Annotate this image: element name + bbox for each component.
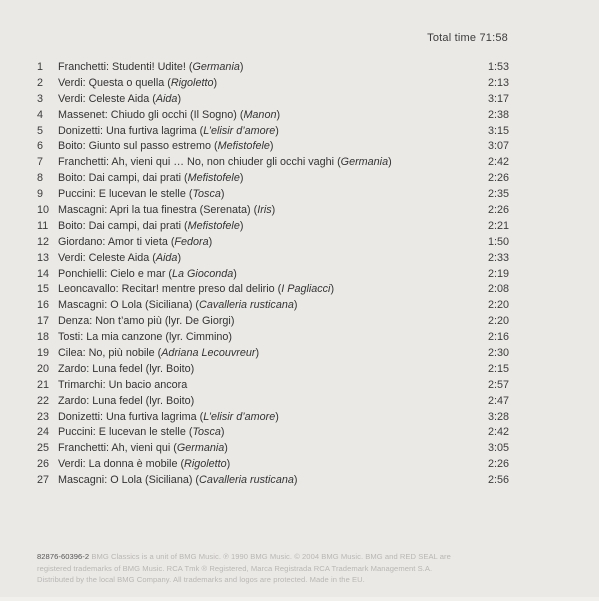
track-duration: 2:20 [487,315,509,328]
track-title [58,251,181,267]
track-title-text: Mascagni: O Lola (Siciliana) ( [58,299,200,312]
track-duration: 2:42 [487,156,509,169]
track-duration: 2:56 [487,474,509,487]
track-row [37,346,509,362]
track-title-text: Mascagni: O Lola (Siciliana) ( [58,474,200,487]
track-opera: L’elisir d’amore [203,124,276,137]
track-number: 19 [37,347,50,360]
track-number: 14 [37,267,50,280]
track-title-text: Leoncavallo: Recitar! mentre preso dal delirio ( [58,283,282,296]
track-row [37,330,509,346]
track-title-text: Franchetti: Studenti! Udite! ( [58,61,193,73]
track-list [37,60,509,489]
track-opera: Mefistofele [187,172,240,185]
track-title [58,155,392,171]
track-title-close: ) [293,474,298,487]
track-opera: L’elisir d’amore [203,410,276,423]
track-title [58,92,181,108]
track-title-text: Boito: Dai campi, dai prati ( [58,219,188,232]
track-row [37,410,509,426]
track-title [58,298,297,314]
track-title-close: ) [293,299,298,312]
track-opera: Iris [257,204,272,217]
track-duration: 2:33 [487,251,509,264]
track-opera: Tosca [192,188,221,201]
track-title-text: Denza: Non t’amo più (lyr. De Giorgi) [58,315,235,328]
page-edge [0,597,599,601]
track-opera: Germania [176,442,225,455]
footer-line-3: Distributed by the local BMG Company. All trademarks and logos are protected. Made in the EU. [37,575,365,585]
track-title-text: Puccini: E lucevan le stelle ( [58,426,193,439]
track-title-close: ) [275,124,279,137]
track-title-close: ) [224,442,228,455]
track-title-text: Franchetti: Ah, vieni qui ( [58,442,177,455]
track-title-close: ) [269,140,274,153]
track-row [37,282,509,298]
track-number: 3 [37,92,44,105]
track-duration: 2:08 [487,283,509,296]
track-row [37,394,509,410]
track-row [37,235,509,251]
track-number: 25 [37,442,50,455]
track-opera: I Pagliacci [281,283,331,296]
track-number: 27 [37,474,50,487]
track-title-close: ) [388,156,392,169]
track-title-text: Ponchielli: Cielo e mar ( [58,267,173,280]
track-duration: 2:19 [487,267,509,280]
track-title-close: ) [239,61,244,73]
track-title-text: Verdi: Celeste Aida ( [58,92,156,105]
track-title-close: ) [275,410,279,423]
track-duration: 2:26 [487,204,509,217]
track-number: 17 [37,315,50,328]
track-row [37,92,509,108]
track-number: 13 [37,251,50,264]
track-number: 1 [37,61,44,73]
track-title-close: ) [220,426,225,439]
track-duration: 1:53 [487,61,509,73]
track-title-text: Zardo: Luna fedel (lyr. Boito) [58,362,195,375]
track-duration: 2:21 [487,219,509,232]
track-title-close: ) [208,235,213,248]
track-number: 4 [37,108,44,121]
track-title [58,457,230,473]
track-title-text: Massenet: Chiudo gli occhi (Il Sogno) ( [58,108,244,121]
track-number: 18 [37,331,50,344]
footer-line-1 [37,551,567,563]
track-title-close: ) [177,92,182,105]
track-row [37,155,509,171]
track-number: 5 [37,124,44,137]
track-number: 11 [37,219,49,232]
track-number: 20 [37,362,50,375]
track-title [58,425,224,441]
track-duration: 2:15 [487,362,509,375]
track-title [58,203,275,219]
track-row [37,298,509,314]
track-title-close: ) [271,204,276,217]
track-opera: Fedora [174,235,209,248]
track-number: 7 [37,156,44,169]
track-title-close: ) [330,283,335,296]
track-duration: 3:17 [487,92,509,105]
track-title-text: Tosti: La mia canzone (lyr. Cimmino) [58,331,233,344]
track-row [37,362,509,378]
track-opera: La Gioconda [172,267,234,280]
track-row [37,60,509,76]
track-duration: 2:16 [487,331,509,344]
track-title-text: Giordano: Amor ti vieta ( [58,235,175,248]
track-title-text: Zardo: Luna fedel (lyr. Boito) [58,394,195,407]
track-number: 16 [37,299,50,312]
track-title [58,346,259,362]
legal-footer [37,551,567,586]
track-title [58,124,279,140]
track-title-text: Verdi: Questa o quella ( [58,76,171,89]
track-duration: 2:26 [487,458,509,471]
track-opera: Mefistofele [187,219,240,232]
track-opera: Cavalleria rusticana [199,474,294,487]
track-title-text: Cilea: No, più nobile ( [58,347,162,360]
track-opera: Rigoletto [184,458,227,471]
track-duration: 3:05 [487,442,509,455]
track-duration: 2:30 [487,347,509,360]
track-row [37,441,509,457]
track-title-text: Franchetti: Ah, vieni qui … No, non chiuder gli occhi vaghi ( [58,156,341,169]
track-opera: Aida [155,92,178,105]
track-number: 21 [37,378,50,391]
track-title [58,187,224,203]
track-title-text: Boito: Giunto sul passo estremo ( [58,140,218,153]
track-duration: 3:28 [487,410,509,423]
track-number: 15 [37,283,50,296]
track-title-close: ) [177,251,182,264]
track-duration: 2:20 [487,299,509,312]
track-opera: Adriana Lecouvreur [161,347,256,360]
track-title-text: Mascagni: Apri la tua finestra (Serenata) ( [58,204,258,217]
track-opera: Germania [340,156,389,169]
track-row [37,171,509,187]
track-title-close: ) [239,219,244,232]
track-opera: Aida [155,251,178,264]
track-number: 6 [37,140,44,153]
track-duration: 2:38 [487,108,509,121]
track-title [58,473,297,489]
track-title [58,76,217,92]
track-duration: 1:50 [487,235,509,248]
track-title-text: Trimarchi: Un bacio ancora [58,378,188,391]
track-title [58,235,212,251]
track-title [58,410,279,426]
footer-text-1: BMG Classics is a unit of BMG Music. ℗ 1990 BMG Music. © 2004 BMG Music. BMG and RED SEAL are [91,552,451,561]
track-opera: Mefistofele [217,140,270,153]
track-row [37,219,509,235]
track-row [37,139,509,155]
track-title-text: Donizetti: Una furtiva lagrima ( [58,410,204,423]
track-title-close: ) [239,172,244,185]
track-opera: Rigoletto [170,76,214,89]
track-title-text: Donizetti: Una furtiva lagrima ( [58,124,204,137]
track-title [58,171,243,187]
track-row [37,251,509,267]
track-row [37,378,509,394]
track-row [37,108,509,124]
track-row [37,124,509,140]
track-title [58,394,194,410]
track-duration: 3:15 [487,124,509,137]
track-title-close: ) [233,267,237,280]
track-title [58,314,234,330]
footer-line-2: registered trademarks of BMG Music. RCA Tmk ® Registered, Marca Registrada RCA Trademark Management S.A. [37,563,433,573]
track-row [37,267,509,283]
track-title-close: ) [213,76,218,89]
track-duration: 2:26 [487,172,509,185]
track-duration: 2:47 [487,394,509,407]
track-row [37,473,509,489]
track-opera: Manon [243,108,277,121]
track-title [58,60,243,76]
track-number: 22 [37,394,50,407]
track-duration: 3:07 [487,140,509,153]
track-title [58,378,187,394]
track-title [58,441,228,457]
track-duration: 2:57 [487,378,509,391]
track-title [58,139,273,155]
total-time: Total time 71:58 [427,32,508,44]
track-row [37,187,509,203]
track-number: 10 [37,204,50,217]
track-duration: 2:35 [487,188,509,201]
track-row [37,425,509,441]
track-title [58,108,280,124]
track-row [37,314,509,330]
catalog-number: 82876-60396-2 [37,552,90,561]
track-opera: Germania [192,61,240,73]
track-number: 9 [37,188,44,201]
track-number: 8 [37,172,44,185]
track-title [58,282,334,298]
track-title-text: Boito: Dai campi, dai prati ( [58,172,188,185]
track-title-close: ) [220,188,225,201]
track-title-text: Verdi: La donna è mobile ( [58,458,185,471]
track-title [58,267,237,283]
track-title-close: ) [255,347,260,360]
track-title [58,219,243,235]
track-duration: 2:42 [487,426,509,439]
track-number: 2 [37,76,44,89]
track-number: 24 [37,426,50,439]
track-row [37,203,509,219]
track-title-text: Puccini: E lucevan le stelle ( [58,188,193,201]
track-number: 26 [37,458,50,471]
track-opera: Cavalleria rusticana [199,299,294,312]
track-duration: 2:13 [487,76,509,89]
track-number: 23 [37,410,50,423]
track-row [37,76,509,92]
track-opera: Tosca [192,426,221,439]
track-title-close: ) [226,458,231,471]
track-number: 12 [37,235,50,248]
track-title-close: ) [276,108,281,121]
track-row [37,457,509,473]
track-title [58,362,194,378]
track-title [58,330,232,346]
track-title-text: Verdi: Celeste Aida ( [58,251,156,264]
